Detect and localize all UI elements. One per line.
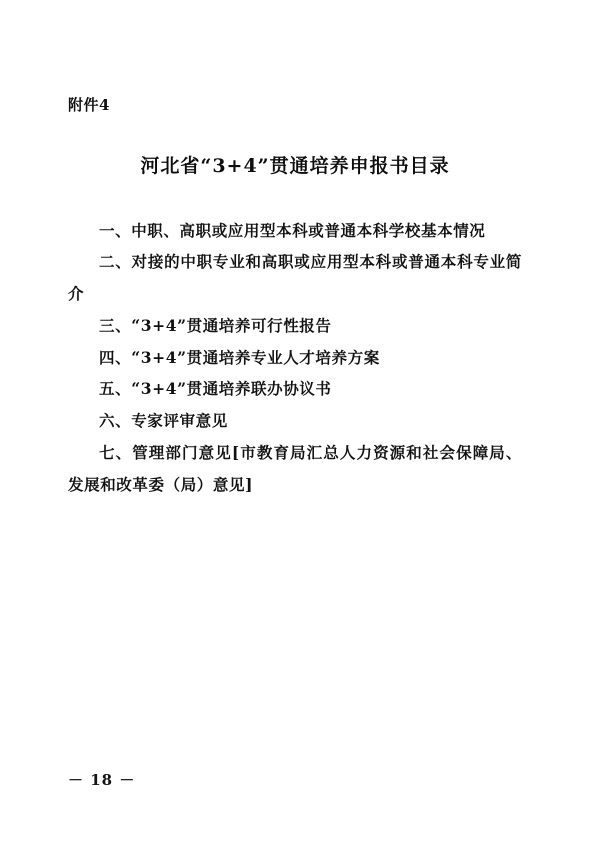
- list-item: 七、管理部门意见[市教育局汇总人力资源和社会保障局、发展和改革委（局）意见]: [68, 442, 522, 494]
- list-item: 一、中职、高职或应用型本科或普通本科学校基本情况: [99, 220, 486, 240]
- list-item: 二、对接的中职专业和高职或应用型本科或普通本科专业简介: [68, 252, 522, 304]
- list-item: 六、专家评审意见: [99, 411, 228, 431]
- attachment-label: 附件4: [68, 96, 110, 114]
- page-number: － 18 －: [68, 771, 136, 789]
- table-of-contents: [68, 215, 522, 501]
- list-item: 五、“3+4”贯通培养联办协议书: [99, 379, 332, 399]
- list-item: 三、“3+4”贯通培养可行性报告: [99, 315, 332, 335]
- page-title: 河北省“3+4”贯通培养申报书目录: [140, 155, 450, 177]
- list-item: 四、“3+4”贯通培养专业人才培养方案: [99, 347, 380, 367]
